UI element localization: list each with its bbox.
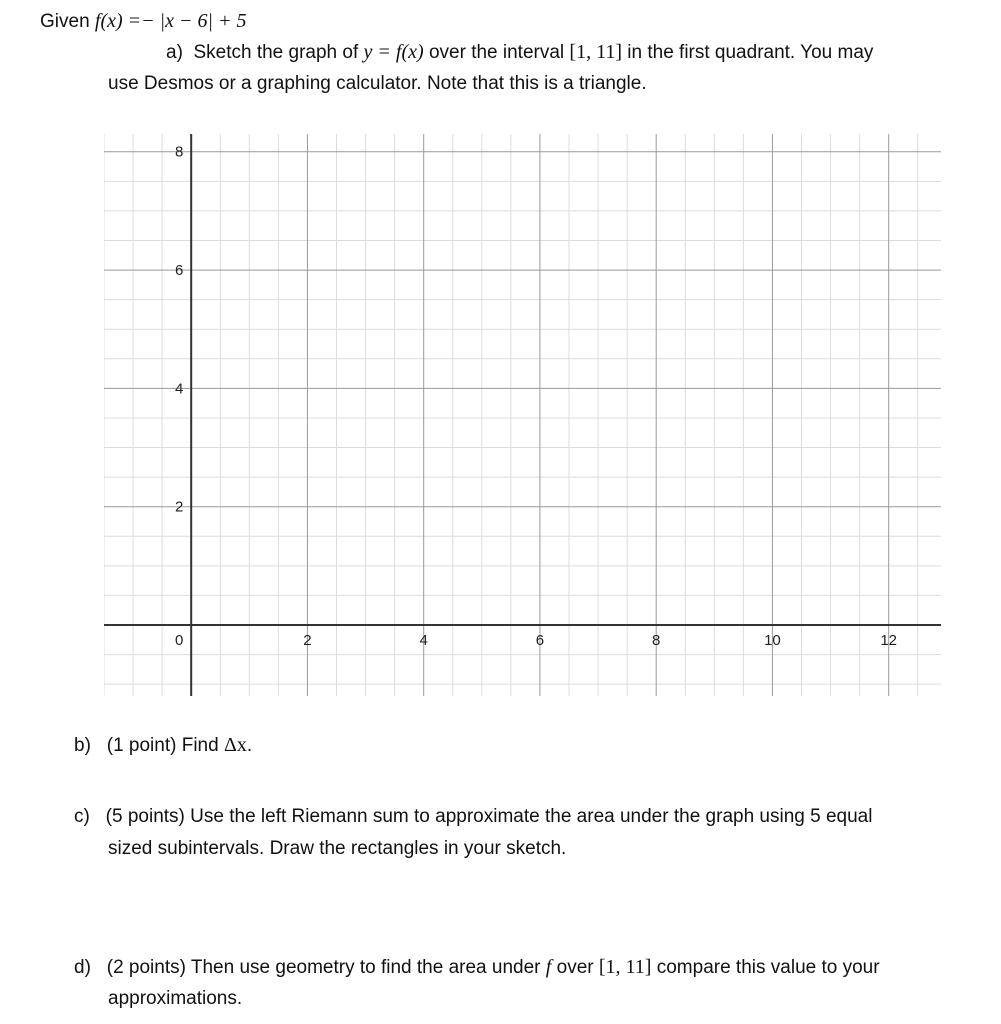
part-b-delta-x: Δx: [223, 734, 247, 756]
part-a-text-2: over the interval: [428, 42, 565, 63]
part-d-text-1: (2 points) Then use geometry to find the area under: [106, 957, 541, 978]
part-a-interval: [1, 11]: [569, 41, 622, 63]
major-grid: [104, 134, 941, 696]
x-tick-label: 12: [880, 632, 898, 650]
part-b-period: .: [246, 735, 253, 756]
part-c-line-1: [74, 806, 872, 829]
part-a-line-1: [166, 40, 873, 65]
part-a-label: a): [166, 42, 183, 63]
part-a-line-2: use Desmos or a graphing calculator. Note that this is a triangle.: [108, 73, 647, 94]
axes: [104, 134, 941, 696]
tick-labels: [175, 144, 897, 649]
part-a-expression: y = f(x): [363, 41, 424, 63]
part-a-text-1: Sketch the graph of: [193, 42, 359, 63]
part-b-line: [74, 733, 252, 758]
part-d-line-2: approximations.: [108, 988, 243, 1009]
function-definition: f(x) =− |x − 6| + 5: [94, 10, 247, 32]
part-c-text-1: (5 points) Use the left Riemann sum to approximate the area under the graph using 5 equal: [105, 806, 873, 827]
x-tick-label: 2: [303, 632, 312, 650]
given-label: Given: [40, 11, 90, 32]
part-b-label: b): [74, 735, 91, 756]
part-d-line-1: [74, 955, 880, 980]
part-c-line-2: sized subintervals. Draw the rectangles in your sketch.: [108, 838, 567, 859]
y-tick-label: 8: [175, 143, 184, 161]
coordinate-grid: [104, 134, 941, 696]
part-b-text: (1 point) Find: [106, 735, 219, 756]
x-tick-label: 6: [535, 632, 545, 650]
part-a-text-3: in the first quadrant. You may: [627, 42, 874, 63]
part-d-text-2: over: [556, 957, 594, 978]
x-tick-label: 10: [764, 632, 781, 650]
x-tick-label: 8: [652, 632, 661, 650]
y-tick-label: 2: [175, 498, 184, 516]
y-tick-label: 4: [175, 380, 184, 398]
part-d-function: f: [545, 956, 552, 978]
x-tick-label: 0: [175, 632, 184, 650]
given-line: [40, 9, 247, 34]
part-d-text-3: compare this value to your: [656, 957, 880, 978]
part-c-label: c): [74, 806, 90, 827]
part-d-interval: [1, 11]: [598, 956, 652, 978]
y-tick-label: 6: [175, 262, 184, 280]
x-tick-label: 4: [419, 632, 428, 650]
part-d-label: d): [74, 957, 91, 978]
minor-grid: [104, 134, 941, 696]
